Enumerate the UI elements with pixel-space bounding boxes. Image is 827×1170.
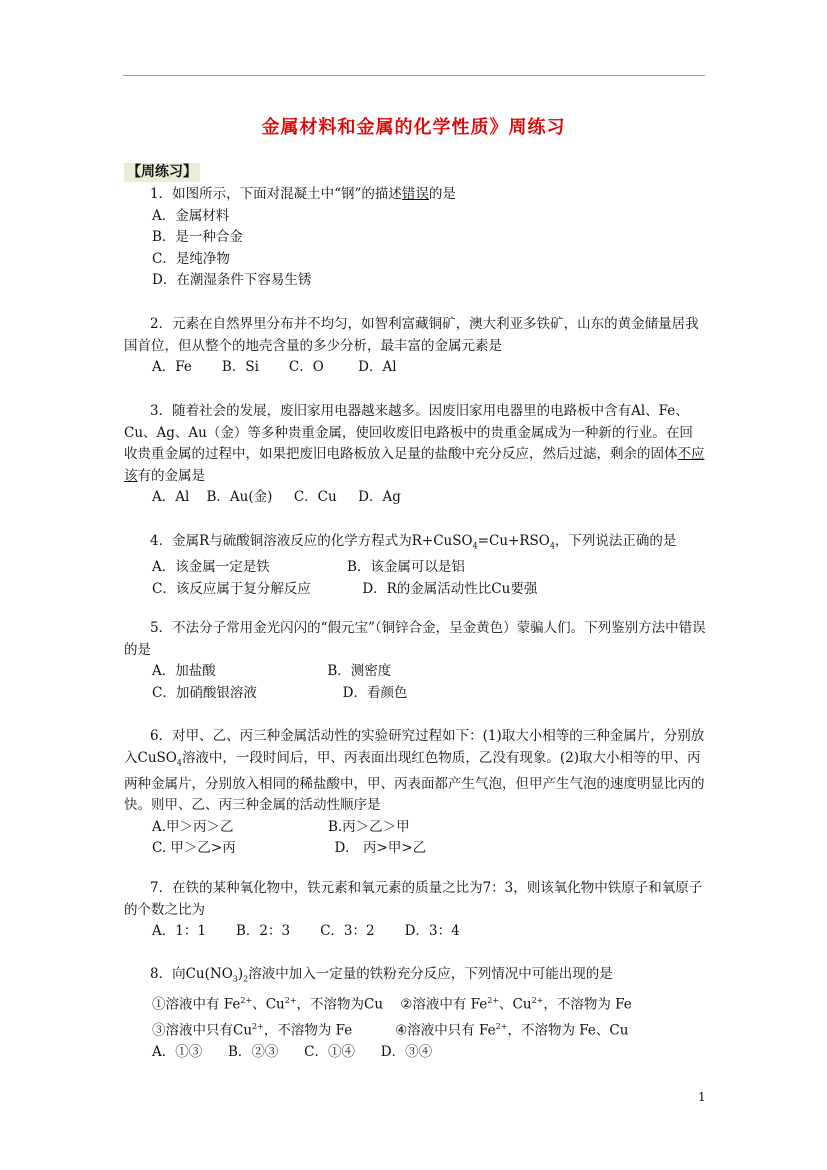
section-tag: 【周练习】: [124, 163, 200, 182]
question-1-stem: 1．如图所示，下面对混凝土中“钢”的描述错误的是: [150, 186, 456, 202]
question-5-stem: 5．不法分子常用金光闪闪的“假元宝”（铜锌合金，呈金黄色）蒙骗人们。下列鉴别方法中错误的是: [124, 620, 706, 658]
question-3-stem: 3．随着社会的发展，废旧家用电器越来越多。因废旧家用电器里的电路板中含有Al、Fe、Cu、Ag、Au（金）等多种贵重金属，使回收废旧电路板中的贵重金属成为一种新的行业。在回收贵重金属的过程中，如果把废旧电路板放入足量的盐酸中充分反应，然后过滤，剩余的固体不应该有的金属是: [124, 403, 705, 484]
question-4-stem: 4．金属R与硫酸铜溶液反应的化学方程式为$R+CuSO_4=Cu+RSO_4$，下列说法正确的是: [150, 533, 677, 551]
question-8-stem: 8．向$Cu(NO_3)_2$溶液中加入一定量的铁粉充分反应，下列情况中可能出现的是: [150, 966, 613, 984]
question-2-options: A．Fe B．Si C．O D．Al: [152, 359, 397, 375]
question-3: [124, 401, 706, 509]
question-6-options-row-1: A.甲＞丙＞乙 B.丙＞乙＞甲: [152, 818, 410, 835]
question-5: [124, 618, 706, 704]
question-2: [124, 314, 706, 379]
question-1: [124, 184, 706, 292]
option-a: A．金属材料: [152, 207, 230, 224]
page-title: 金属材料和金属的化学性质》周练习: [261, 117, 566, 138]
question-8-statements-row-2: ③溶液中只有$Cu^{2+}$，不溶物为 Fe ④溶液中只有 $Fe^{2+}$，不溶物为 Fe、Cu: [152, 1022, 629, 1039]
option-d: D．在潮湿条件下容易生锈: [152, 272, 312, 288]
option-c: C．是纯净物: [152, 250, 230, 267]
question-6: [124, 726, 706, 860]
question-7-options: A．1：1 B．2：3 C．3：2 D．3：4: [152, 923, 460, 939]
question-2-stem: 2．元素在自然界里分布并不均匀，如智利富藏铜矿，澳大利亚多铁矿，山东的黄金储量居我国首位，但从整个的地壳含量的多少分析，最丰富的金属元素是: [124, 316, 699, 354]
question-4-options-row-2: C．该反应属于复分解反应 D．R的金属活动性比Cu要强: [152, 580, 538, 597]
question-8-options: A．①③ B．②③ C．①④ D．③④: [152, 1044, 433, 1061]
option-b: B．是一种合金: [152, 229, 243, 245]
question-8: [124, 964, 706, 1064]
question-6-options-row-2: C. 甲＞乙>丙 D． 丙>甲>乙: [152, 840, 427, 857]
question-4: [124, 531, 706, 600]
header-rule: [123, 75, 705, 76]
question-5-options-row-2: C．加硝酸银溶液 D．看颜色: [152, 684, 408, 701]
question-7: [124, 878, 706, 943]
question-3-options: A．Al B．Au(金) C．Cu D．Ag: [152, 489, 401, 505]
question-7-stem: 7．在铁的某种氧化物中，铁元素和氧元素的质量之比为7：3，则该氧化物中铁原子和氧原子的个数之比为: [124, 880, 703, 918]
question-4-options-row-1: A．该金属一定是铁 B．该金属可以是铝: [152, 559, 465, 576]
question-6-stem: 6．对甲、乙、丙三种金属活动性的实验研究过程如下：(1)取大小相等的三种金属片，分别放入CuSO$_4$溶液中，一段时间后，甲、丙表面出现红色物质，乙没有现象。(2)取大小相等的甲、丙两种金属片，分别放入相同的稀盐酸中，甲、丙表面都产生气泡，但甲产生气泡的速度明显比丙的快。则甲、乙、丙三种金属的活动性顺序是: [124, 728, 705, 814]
question-8-statements-row-1: ①溶液中有 $Fe^{2+}$、$Cu^{2+}$，不溶物为Cu ②溶液中有 $Fe^{2+}$、$Cu^{2+}$，不溶物为 Fe: [152, 996, 632, 1013]
question-5-options-row-1: A．加盐酸 B．测密度: [152, 663, 392, 679]
page-number: 1: [698, 1090, 706, 1104]
